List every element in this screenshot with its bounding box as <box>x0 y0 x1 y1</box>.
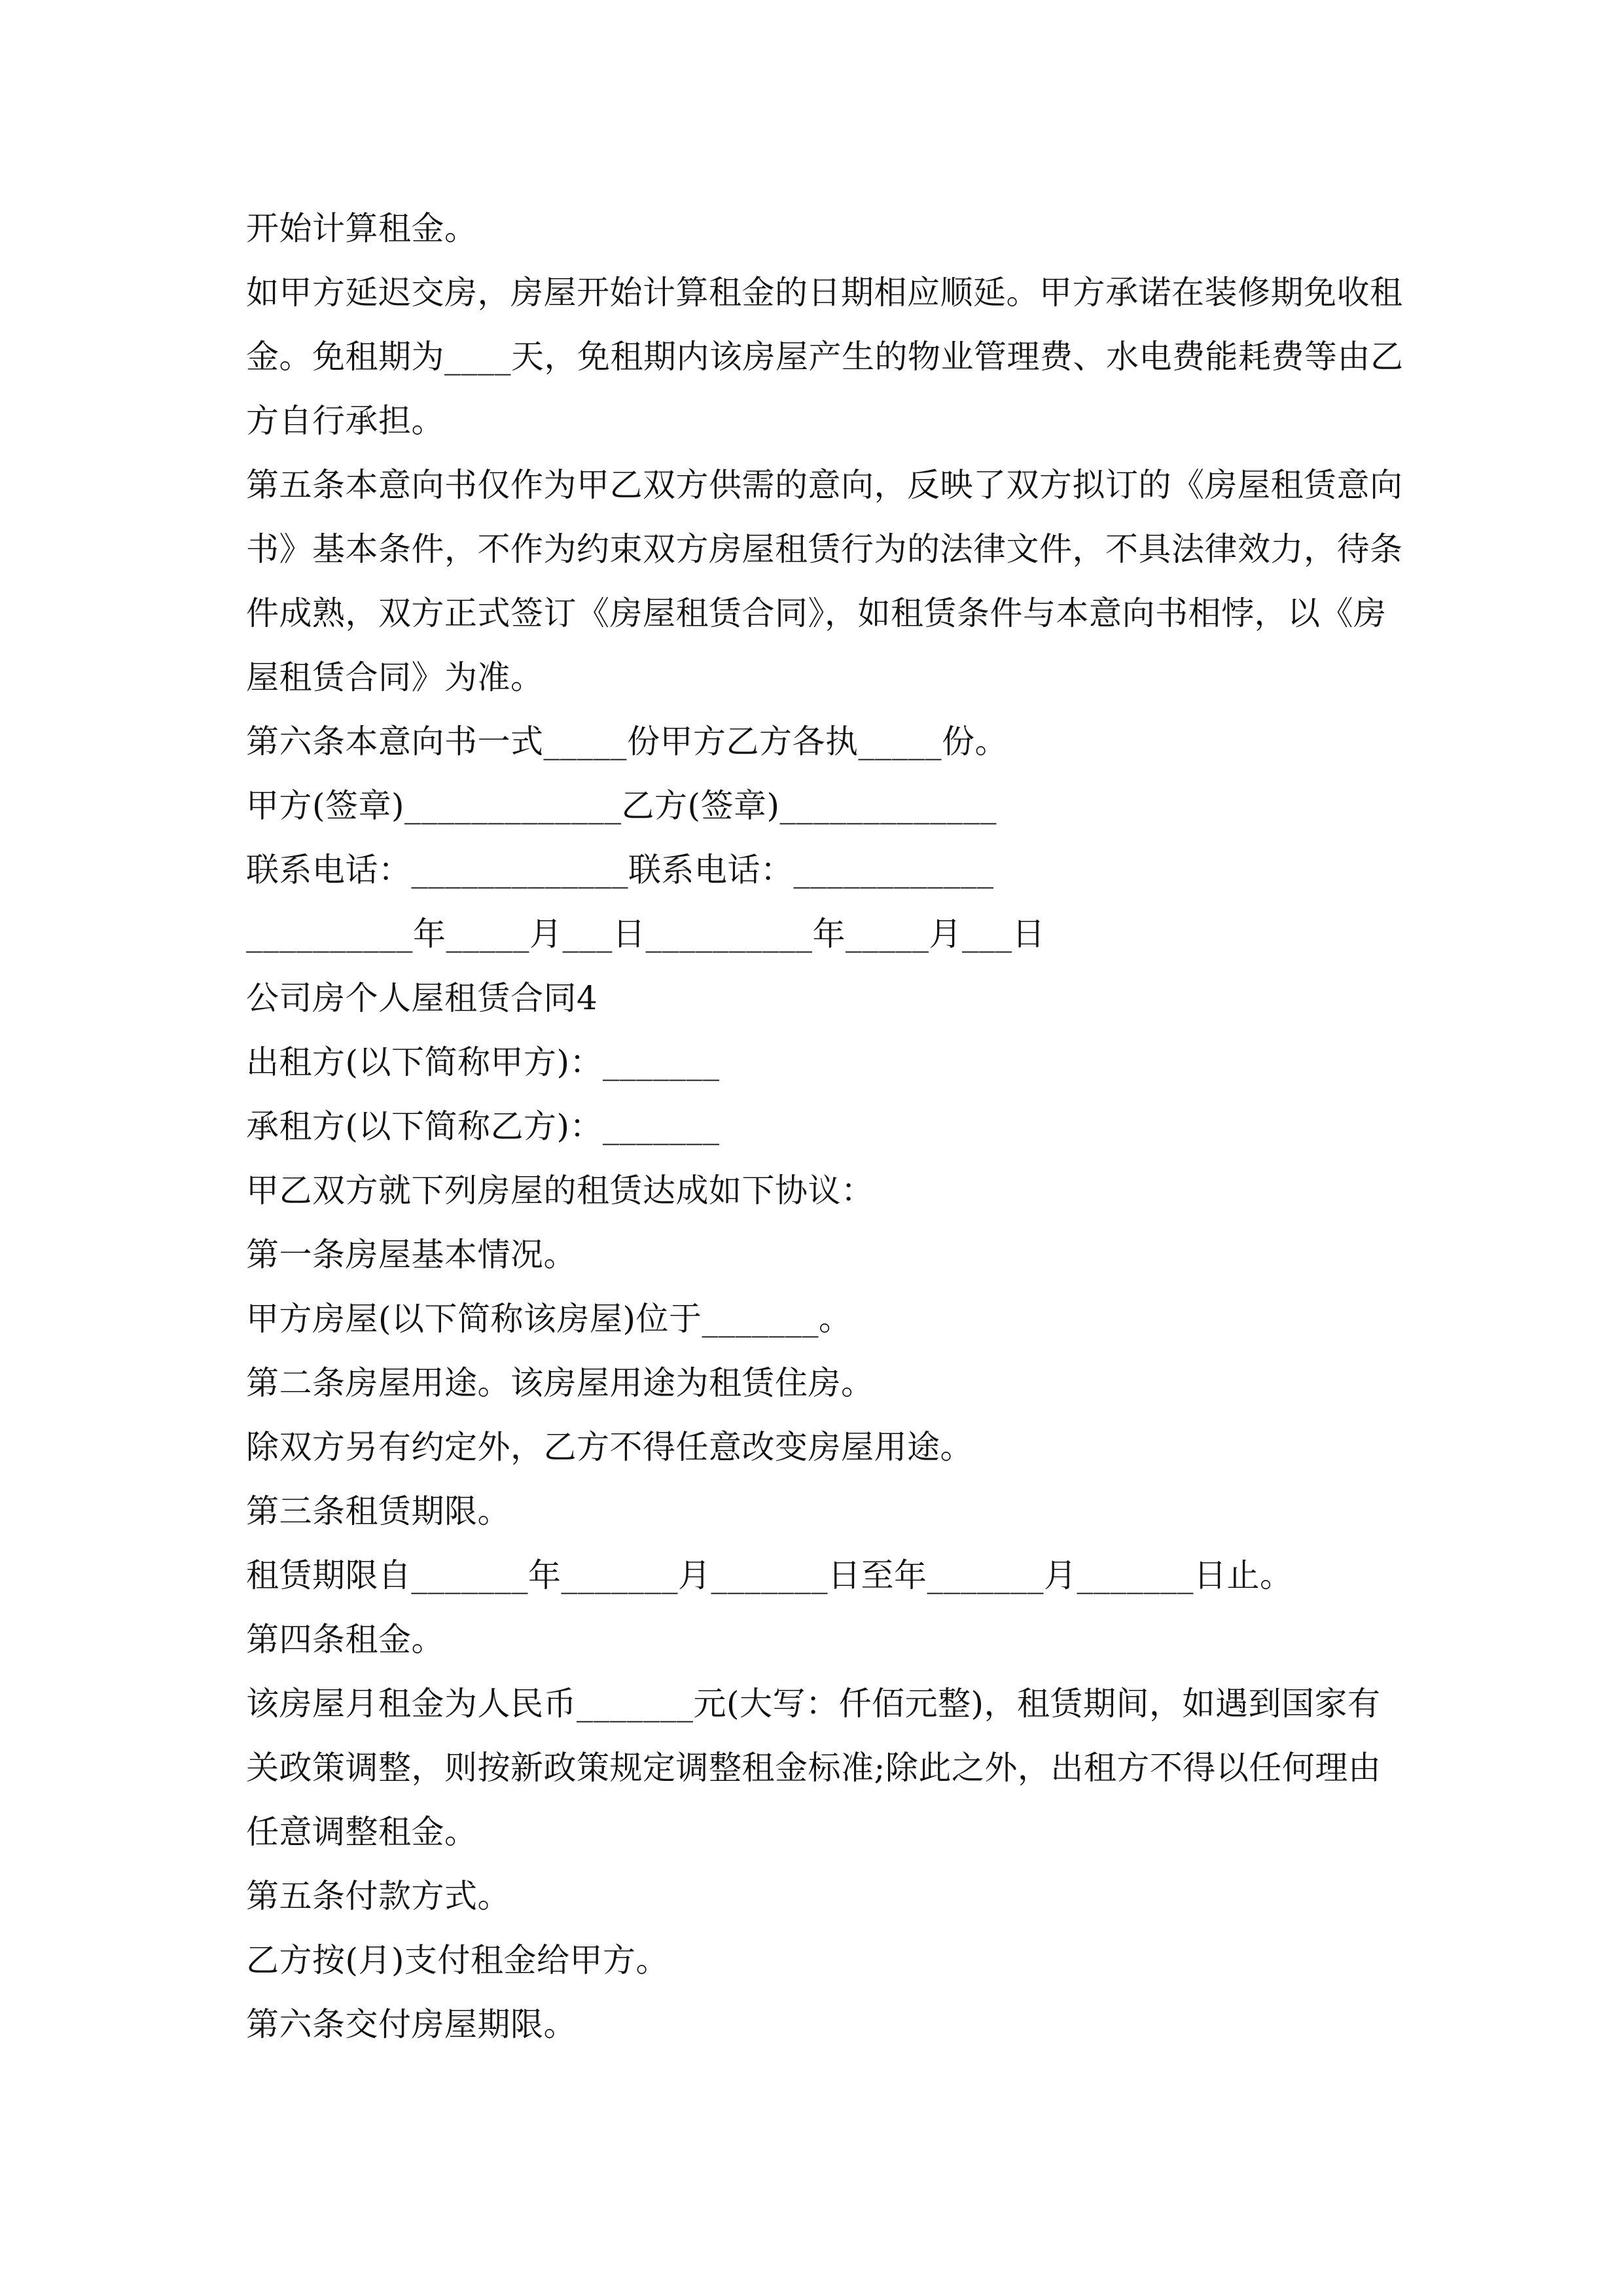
text-line: 第六条交付房屋期限。 <box>246 2005 577 2043</box>
text-line: 第二条房屋用途。该房屋用途为租赁住房。 <box>246 1364 874 1402</box>
text-line: 租赁期限自_______年_______月_______日至年_______月_______日止。 <box>246 1556 1293 1594</box>
text-line: 屋租赁合同》为准。 <box>246 658 544 696</box>
text-line: 第六条本意向书一式_____份甲方乙方各执_____份。 <box>246 723 1008 761</box>
text-line: 书》基本条件，不作为约束双方房屋租赁行为的法律文件，不具法律效力，待条 <box>246 530 1403 568</box>
signature-line: 甲方(签章)_____________乙方(签章)_____________ <box>246 787 997 825</box>
text-line: 第五条付款方式。 <box>246 1877 510 1915</box>
text-line: 如甲方延迟交房，房屋开始计算租金的日期相应顺延。甲方承诺在装修期免收租 <box>246 274 1403 312</box>
date-line: __________年_____月___日__________年_____月___日 <box>246 915 1045 953</box>
text-line: 开始计算租金。 <box>246 209 478 247</box>
text-line: 该房屋月租金为人民币_______元(大写：仟佰元整)，租赁期间，如遇到国家有 <box>246 1685 1381 1723</box>
text-line: 金。免租期为____天，免租期内该房屋产生的物业管理费、水电费能耗费等由乙 <box>246 338 1404 376</box>
text-line: 任意调整租金。 <box>246 1813 478 1851</box>
text-line: 出租方(以下简称甲方)：_______ <box>246 1043 720 1081</box>
section-title: 公司房个人屋租赁合同4 <box>246 979 598 1017</box>
text-line: 除双方另有约定外，乙方不得任意改变房屋用途。 <box>246 1428 973 1466</box>
text-line: 方自行承担。 <box>246 402 444 440</box>
text-line: 甲乙双方就下列房屋的租赁达成如下协议： <box>246 1172 874 1210</box>
text-line: 承租方(以下简称乙方)：_______ <box>246 1107 720 1145</box>
text-line: 甲方房屋(以下简称该房屋)位于_______。 <box>246 1300 852 1338</box>
document-body <box>246 196 1404 2056</box>
text-line: 关政策调整，则按新政策规定调整租金标准;除此之外，出租方不得以任何理由 <box>246 1749 1382 1787</box>
text-line: 第三条租赁期限。 <box>246 1492 510 1530</box>
text-line: 第五条本意向书仅作为甲乙双方供需的意向，反映了双方拟订的《房屋租赁意向 <box>246 466 1403 504</box>
text-line: 第四条租金。 <box>246 1621 444 1659</box>
phone-line: 联系电话：_____________联系电话：____________ <box>246 851 994 889</box>
text-line: 第一条房屋基本情况。 <box>246 1236 577 1274</box>
text-line: 乙方按(月)支付租金给甲方。 <box>246 1941 669 1979</box>
text-line: 件成熟，双方正式签订《房屋租赁合同》，如租赁条件与本意向书相悖，以《房 <box>246 594 1387 632</box>
